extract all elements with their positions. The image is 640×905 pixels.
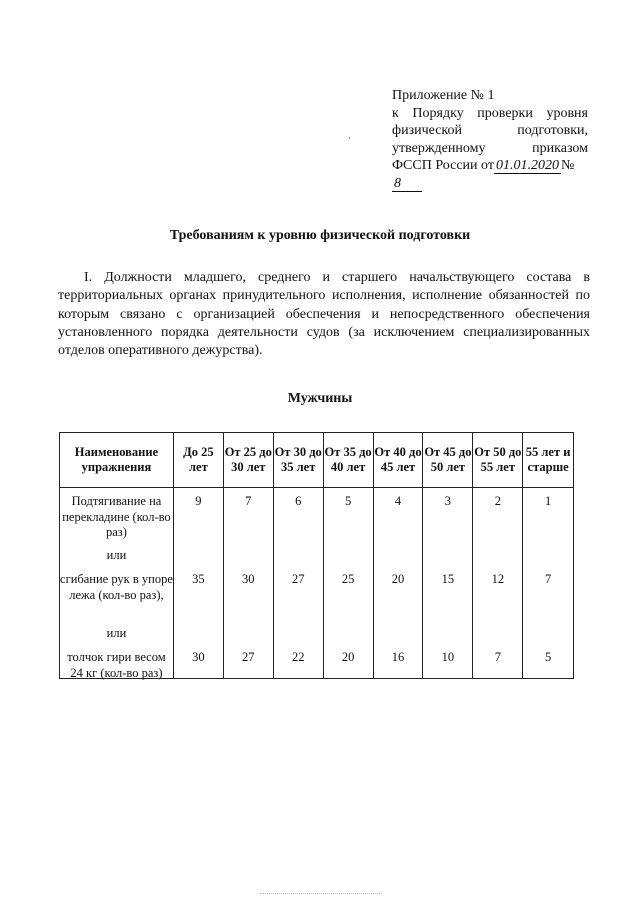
table-row (60, 488, 574, 679)
value: 12 (491, 572, 505, 586)
value: 6 (295, 494, 302, 508)
handwritten-number: 8 (392, 177, 422, 192)
stray-mark: , (348, 130, 351, 141)
section-paragraph (58, 269, 590, 360)
header-age-col: От 35 до 40 лет (323, 433, 373, 488)
value: 20 (391, 572, 405, 586)
exercise-kettlebell: толчок гири весом 24 кг (кол-во раз) (67, 650, 166, 680)
exercise-cell (60, 488, 174, 679)
value: 22 (291, 650, 305, 664)
value: 4 (394, 494, 402, 508)
values-cell (423, 488, 473, 679)
values-cell (323, 488, 373, 679)
value: 2 (494, 494, 501, 508)
or-label: или (106, 626, 127, 640)
annex-block (348, 87, 588, 192)
header-age-col: От 25 до 30 лет (223, 433, 273, 488)
annex-line-3: физической подготовки, (392, 123, 588, 138)
values-cell (173, 488, 223, 679)
values-cell (373, 488, 423, 679)
header-age-col: От 30 до 35 лет (273, 433, 323, 488)
value: 5 (545, 650, 552, 664)
header-age-col: От 40 до 45 лет (373, 433, 423, 488)
value: 7 (494, 650, 501, 664)
value: 7 (545, 572, 552, 586)
values-cell (273, 488, 323, 679)
value: 16 (391, 650, 405, 664)
header-age-col: 55 лет и старше (523, 433, 574, 488)
value: 20 (341, 650, 355, 664)
value: 1 (545, 494, 552, 508)
annex-title: Приложение № 1 (392, 88, 495, 103)
value: 5 (344, 494, 352, 508)
value: 35 (192, 572, 205, 586)
table-header-row (60, 433, 574, 488)
norms-table (59, 432, 574, 679)
or-label: или (106, 548, 127, 562)
handwritten-date: 01.01.2020 (495, 158, 559, 173)
value: 9 (195, 494, 202, 508)
header-age-col: До 25 лет (173, 433, 223, 488)
document-title: Требованиям к уровню физической подготовки (169, 228, 471, 243)
value: 3 (444, 494, 452, 508)
value: 7 (245, 494, 252, 508)
exercise-pushups: сгибание рук в упоре лежа (кол-во раз), (60, 572, 173, 602)
value: 10 (441, 650, 455, 664)
value: 15 (441, 572, 455, 586)
exercise-pullups: Подтягивание на перекладине (кол-во раз) (62, 494, 171, 539)
header-age-col: От 45 до 50 лет (423, 433, 473, 488)
value: 30 (192, 650, 205, 664)
subtitle-men: Мужчины (287, 391, 353, 406)
value: 27 (242, 650, 255, 664)
annex-line-5 (392, 157, 588, 192)
annex-line-2: к Порядку проверки уровня (392, 105, 588, 121)
values-cell (473, 488, 523, 679)
values-cell (223, 488, 273, 679)
header-age-col: От 50 до 55 лет (473, 433, 523, 488)
annex-line-4: утвержденному приказом (392, 140, 588, 156)
value: 25 (341, 572, 355, 586)
value: 30 (242, 572, 255, 586)
annex-order-prefix: ФССП России от (392, 158, 494, 173)
scan-artifact (260, 893, 380, 898)
section-text: I. Должности младшего, среднего и старшего начальствующего состава в территориальных органах принудительного исполнения, исполнение обязанностей по которым связано с организацией обеспечения и непосредственного обеспечения установленного порядка деятельности судов (за исключением специализированных отделов оперативного дежурства). (58, 270, 590, 359)
header-exercise: Наименование упражнения (60, 433, 174, 488)
values-cell (523, 488, 574, 679)
number-sign: № (560, 158, 575, 173)
value: 27 (291, 572, 305, 586)
